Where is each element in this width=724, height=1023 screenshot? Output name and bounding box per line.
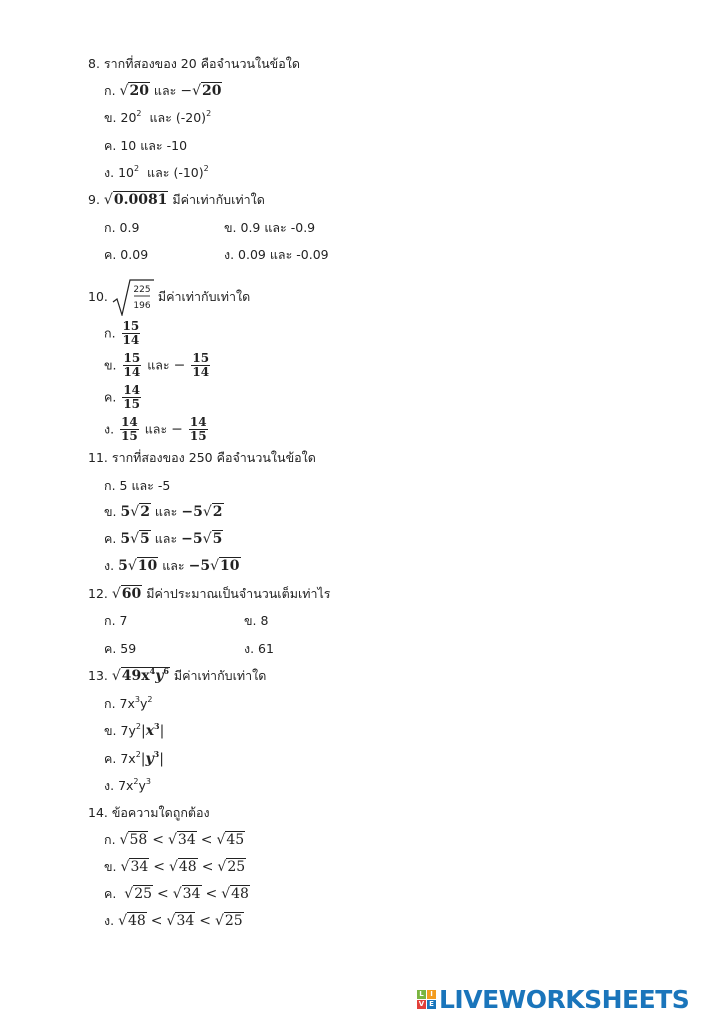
q8-option-c[interactable] — [104, 137, 187, 155]
option-label: ข. — [104, 859, 117, 874]
sqrt-expression: √48 — [118, 913, 146, 929]
sqrt-expression: √25 — [214, 913, 243, 929]
q12-option-c[interactable]: ค. 59 — [104, 641, 137, 656]
option-label: ง. — [104, 778, 115, 793]
less-than-sign: < — [200, 832, 213, 848]
coefficient: −5 — [188, 558, 211, 574]
q10-option-c[interactable] — [104, 384, 143, 411]
q10-option-b[interactable] — [104, 352, 212, 379]
logo-tile: L — [417, 990, 426, 999]
coefficient: 5 — [118, 558, 128, 574]
radical-sign — [112, 278, 154, 316]
q8-option-b[interactable] — [104, 109, 211, 127]
coefficient: −5 — [181, 531, 203, 547]
question-text: มีค่าประมาณเป็นจำนวนเต็มเท่าไร — [146, 586, 331, 601]
option-label: ข. — [104, 110, 117, 125]
fraction: $\frac{14}{15}$ — [189, 415, 207, 443]
q13-option-a[interactable] — [104, 695, 152, 713]
term: 7y — [120, 723, 136, 738]
sqrt-expression: √34 — [172, 886, 201, 902]
q13-option-b[interactable] — [104, 722, 164, 740]
fraction: $\frac{15}{14}$ — [122, 319, 140, 347]
sqrt-expression: √20 — [119, 83, 149, 99]
q9-option-c[interactable]: ค. 0.09 — [104, 247, 149, 262]
coefficient: 5 — [120, 531, 131, 547]
and-text: และ — [154, 504, 178, 519]
question-number: 12. — [88, 586, 108, 601]
term: 7x — [119, 696, 135, 711]
logo-tiles-icon — [417, 990, 436, 1009]
coefficient: −5 — [181, 504, 203, 520]
sqrt-expression: √25 — [217, 859, 246, 875]
exponent: 2 — [135, 722, 141, 731]
less-than-sign: < — [205, 886, 218, 902]
minus-sign: − — [173, 357, 186, 374]
q12-option-d[interactable]: ง. 61 — [244, 641, 274, 656]
question-number: 9. — [88, 192, 100, 207]
option-label: ง. — [104, 165, 115, 180]
absolute-value: $|y^3|$ — [140, 749, 164, 767]
option-label: ง. — [104, 913, 115, 928]
term: 7x — [118, 778, 134, 793]
q9-option-a[interactable]: ก. 0.9 — [104, 220, 140, 235]
sqrt-expression: √2 — [130, 504, 150, 520]
and-text: และ — [162, 558, 185, 573]
option-label: ข. — [104, 357, 117, 373]
exponent: 2 — [133, 777, 139, 786]
q12-option-a[interactable]: ก. 7 — [104, 613, 128, 628]
question-number: 10. — [88, 289, 108, 304]
term: (-10) — [173, 165, 204, 180]
option-label: ง. — [104, 421, 115, 437]
question-11: 11. รากที่สองของ 250 คือจำนวนในข้อใด — [88, 450, 316, 465]
minus-sign: − — [180, 83, 193, 99]
and-text: และ — [144, 421, 168, 437]
fraction-denominator: 196 — [133, 301, 151, 311]
option-label: ข. — [104, 504, 117, 519]
q11-option-c[interactable] — [104, 530, 223, 548]
logo-wordmark: LIVEWORKSHEETS — [439, 984, 690, 1014]
term: 20 — [120, 110, 137, 125]
liveworksheets-logo[interactable] — [417, 986, 689, 1012]
logo-tile: I — [427, 990, 436, 999]
q13-option-c[interactable] — [104, 750, 164, 768]
sqrt-expression: √10 — [127, 558, 158, 574]
sqrt-expression: √5 — [202, 531, 223, 547]
q8-option-d[interactable] — [104, 164, 209, 182]
q9-option-d[interactable]: ง. 0.09 และ -0.09 — [224, 247, 329, 262]
term: 10 — [118, 165, 134, 180]
q11-option-a[interactable]: ก. 5 และ -5 — [104, 478, 171, 493]
sqrt-expression: √2 — [202, 504, 223, 520]
less-than-sign: < — [199, 913, 211, 929]
exponent: 2 — [136, 109, 142, 118]
term: 7x — [120, 751, 136, 766]
sqrt-expression: √48 — [221, 886, 249, 902]
option-label: ข. — [104, 723, 117, 738]
option-label: ก. — [104, 832, 116, 847]
logo-tile: E — [427, 1000, 436, 1009]
sqrt-expression: √45 — [216, 832, 245, 848]
term: y — [139, 696, 148, 711]
fraction: $\frac{14}{15}$ — [123, 383, 141, 411]
logo-tile: V — [418, 999, 425, 1008]
sqrt-expression: √34 — [120, 859, 149, 875]
option-label: ค. — [104, 531, 117, 546]
option-label: ก. — [104, 325, 116, 341]
sqrt-expression: √60 — [111, 586, 142, 602]
sqrt-expression: √34 — [166, 913, 195, 929]
sqrt-fraction — [112, 278, 154, 316]
sqrt-expression: √48 — [168, 859, 197, 875]
option-label: ง. — [104, 558, 115, 573]
question-text: มีค่าเท่ากับเท่าใด — [173, 668, 267, 683]
less-than-sign: < — [150, 913, 163, 929]
less-than-sign: < — [201, 859, 214, 875]
question-text: มีค่าเท่ากับเท่าใด — [172, 192, 265, 207]
question-9 — [88, 191, 265, 209]
fraction: $\frac{15}{14}$ — [123, 351, 141, 379]
q10-option-d[interactable] — [104, 416, 210, 443]
question-14: 14. ข้อความใดถูกต้อง — [88, 805, 210, 820]
q8-option-a[interactable] — [104, 82, 222, 100]
exponent: 2 — [135, 750, 141, 759]
minus-sign: − — [171, 421, 183, 438]
exponent: 3 — [134, 695, 140, 704]
and-text: และ — [147, 357, 170, 373]
absolute-value: $|x^3|$ — [140, 721, 165, 739]
exponent: 2 — [147, 695, 153, 704]
and-text: และ — [149, 110, 172, 125]
option-label: ค. — [104, 389, 117, 405]
sqrt-expression: √0.0081 — [103, 192, 168, 208]
sqrt-expression: $√49x^4y^6$ — [111, 666, 169, 684]
q14-option-d[interactable] — [104, 912, 244, 930]
and-text: และ — [154, 531, 178, 546]
and-text: และ — [153, 83, 177, 98]
coefficient: 5 — [120, 504, 131, 520]
q9-option-b[interactable]: ข. 0.9 และ -0.9 — [224, 220, 316, 235]
q14-option-c[interactable] — [104, 885, 250, 903]
less-than-sign: < — [153, 859, 165, 875]
exponent: 3 — [145, 777, 152, 786]
sqrt-expression: √10 — [210, 558, 240, 574]
q10-option-a[interactable] — [104, 320, 142, 347]
question-12 — [88, 585, 330, 603]
option-label: ค. — [104, 886, 117, 901]
sqrt-expression: √5 — [130, 531, 150, 547]
less-than-sign: < — [152, 832, 164, 848]
option-text: 10 และ -10 — [120, 138, 188, 153]
q13-option-d[interactable] — [104, 777, 151, 795]
term: (-20) — [175, 110, 207, 125]
question-8: 8. รากที่สองของ 20 คือจำนวนในข้อใด — [88, 56, 300, 71]
sqrt-expression: √25 — [124, 886, 153, 902]
q11-option-d[interactable] — [104, 557, 241, 575]
question-10 — [88, 278, 250, 318]
option-label: ค. — [104, 138, 117, 153]
q14-option-b[interactable] — [104, 858, 246, 876]
sqrt-expression: √58 — [119, 832, 148, 848]
and-text: และ — [147, 165, 170, 180]
q14-option-a[interactable] — [104, 831, 245, 849]
q12-option-b[interactable]: ข. 8 — [244, 613, 269, 628]
fraction: $\frac{15}{14}$ — [192, 351, 210, 379]
q11-option-b[interactable] — [104, 503, 224, 521]
question-number: 13. — [88, 668, 108, 683]
option-label: ค. — [104, 751, 117, 766]
less-than-sign: < — [157, 886, 169, 902]
fraction-numerator: 225 — [133, 285, 151, 295]
option-label: ก. — [104, 696, 116, 711]
sqrt-expression: √34 — [167, 832, 196, 848]
sqrt-expression: √20 — [192, 83, 222, 99]
exponent: 2 — [203, 164, 209, 173]
exponent: 2 — [133, 164, 140, 173]
fraction: $\frac{14}{15}$ — [121, 415, 138, 443]
option-label: ก. — [104, 83, 116, 98]
term: y — [138, 778, 146, 793]
exponent: 2 — [206, 109, 212, 118]
question-text: มีค่าเท่ากับเท่าใด — [157, 289, 251, 304]
question-13 — [88, 667, 266, 685]
